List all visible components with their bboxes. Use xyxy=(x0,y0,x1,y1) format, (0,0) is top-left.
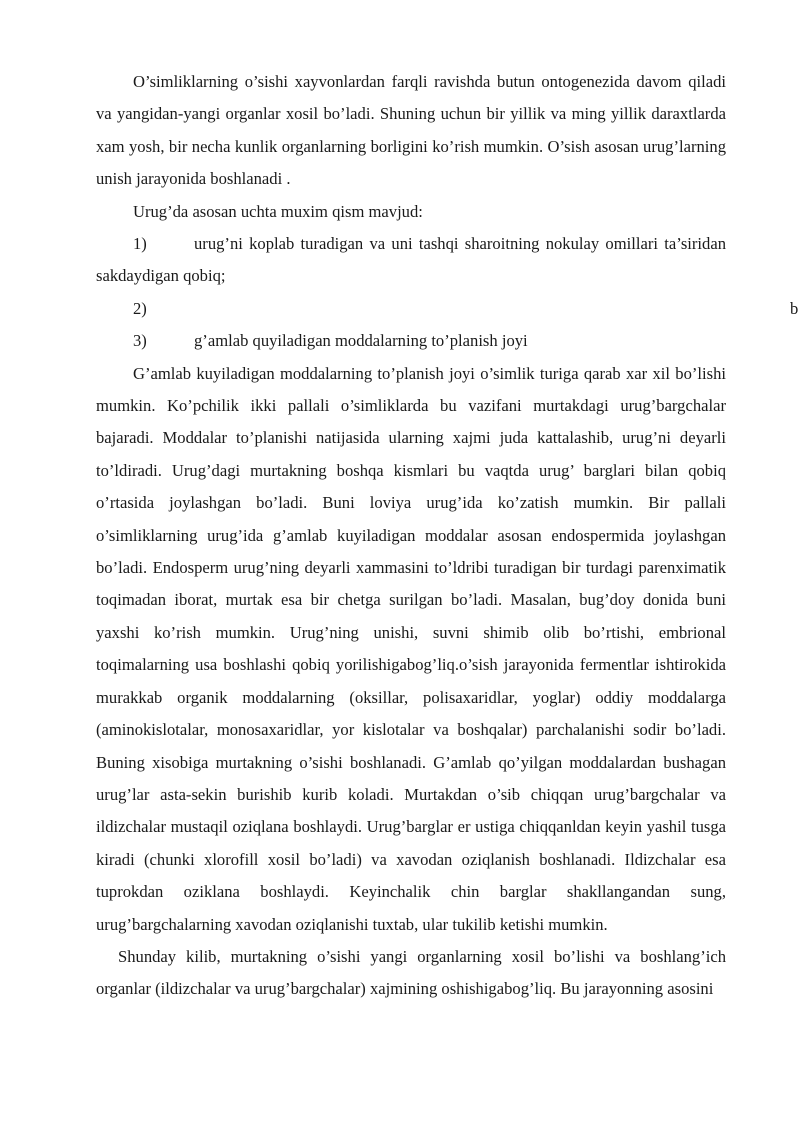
list-item-1 xyxy=(96,228,726,293)
paragraph-conclusion: Shunday kilib, murtakning o’sishi yangi organlarning xosil bo’lishi va boshlang’ich organlar (ildizchalar va urug’bargchalar) xajmining oshishigabog’liq. Bu jarayonning asosini xyxy=(96,946,726,999)
document-body xyxy=(96,66,799,1006)
list-item-3-number: 3) xyxy=(133,331,147,351)
list-item-2 xyxy=(96,293,799,325)
list-item-3 xyxy=(96,325,726,357)
paragraph-storage: G’amlab kuyiladigan moddalarning to’planish joyi o’simlik turiga qarab xar xil bo’lishi mumkin. Ko’pchilik ikki pallali o’simliklarda bu vazifani murtakdagi urug’bargchalar bajaradi. Moddalar to’planishi natijasida ularning xajmi juda kattalashib, urug’ni deyarli to’ldiradi. Urug’dagi murtakning boshqa kismlari bu vaqtda urug’ barglari bilan qobiq o’rtasida joylashgan bo’ladi. Buni loviya urug’ida ko’zatish mumkin. Bir pallali o’simliklarning urug’ida g’amlab kuyiladigan moddalar asosan endospermida joylashgan bo’ladi. Endosperm urug’ning deyarli xammasini to’ldribi turadigan bir turdagi parenximatik toqimadan iborat, murtak esa bir chetga surilgan bo’ladi. Masalan, bug’doy donida buni yaxshi ko’rish mumkin. Urug’ning unishi, suvni shimib olib bo’rtishi, embrional toqimalarning usa boshlashi qobiq yorilishigabog’liq.o’sish jarayonida fermentlar ishtirokida murakkab organik moddalarning (oksillar, polisaxaridlar, yoglar) oddiy moddalarga (aminokislotalar, monosaxaridlar, yor kislotalar va boshqalar) parchalanishi sodir bo’ladi. Buning xisobiga murtakning o’sishi boshlanadi. G’amlab qo’yilgan moddalardan bushagan urug’lar asta-sekin burishib kurib koladi. Murtakdan o’sib chiqqan urug’bargchalar va ildizchalar mustaqil oziqlana boshlaydi. Urug’barglar er ustiga chiqqanldan keyin yashil tusga kiradi (chunki xlorofill xosil bo’ladi) va xavodan oziqlanish boshlanadi. Ildizchalar esa tuprokdan oziklana boshlaydi. Keyinchalik chin barglar shakllangandan sung, urug’bargchalarning xavodan oziqlanishi tuxtab, ular tukilib ketishi mumkin. xyxy=(96,363,726,934)
list-item-3-text: g’amlab quyiladigan moddalarning to’planish joyi xyxy=(194,331,528,351)
paragraph-intro: O’simliklarning o’sishi xayvonlardan farqli ravishda butun ontogenezida davom qiladi va yangidan-yangi organlar xosil bo’ladi. Shuning uchun bir yillik va ming yillik daraxtlarda xam yosh, bir necha kunlik organlarning borligini ko’rish mumkin. O’sish asosan urug’larning unish jarayonida boshlanadi . xyxy=(96,72,726,189)
paragraph-seed-parts: Urug’da asosan uchta muxim qism mavjud: xyxy=(133,201,423,221)
list-item-2-overflow-text: b xyxy=(790,298,799,318)
list-item-1-number: 1) xyxy=(133,234,147,254)
list-item-2-number: 2) xyxy=(133,298,147,318)
list-item-1-text: urug’ni koplab turadigan va uni tashqi sharoitning nokulay omillari ta’siridan sakdaydigan qobiq; xyxy=(96,234,726,286)
